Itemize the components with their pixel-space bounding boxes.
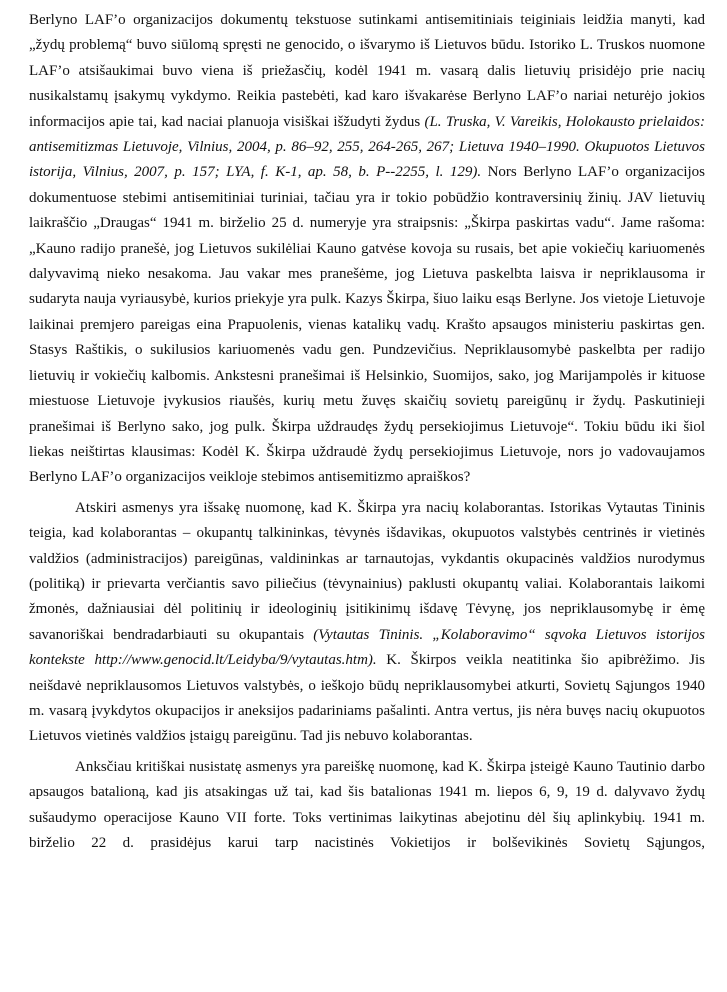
paragraph-text: Anksčiau kritiškai nusistatę asmenys yra pareiškę nuomonę, kad K. Škirpa įsteigė Kauno Tautinio darbo apsaugos batalioną, kad jis atsakingas už tai, kad šis batalionas 1941 m. liepos 6, 9, 19 d. dalyvavo žydų sušaudymo operacijose Kauno VII forte. Toks vertinimas laikytinas abejotinu dėl šių aplinkybių. 1941 m. birželio 22 d. prasidėjus karui tarp nacistinės Vokietijos ir bolševikinės Sovietų Sąjungos,	[29, 758, 705, 851]
citation: (Vytautas Tininis. „Kolaboravimo“ sąvoka Lietuvos istorijos kontekste http://www.genocid.lt/Leidyba/9/vytautas.htm).	[29, 626, 705, 669]
paragraph-battalion	[29, 755, 705, 857]
paragraph-collaborant-definition	[29, 496, 705, 750]
paragraph-text: Atskiri asmenys yra išsakę nuomonę, kad K. Škirpa yra nacių kolaborantas. Istorikas Vytautas Tininis teigia, kad kolaborantas – okupantų talkininkas, tėvynės išdavikas, okupuotos valstybės centrinės ir vietinės valdžios (administracijos) pareigūnas, valdininkas ar tarnautojas, vykdantis okupacinės valdžios nurodymus (politiką) ir prievarta verčiantis savo piliečius (tėvynainius) paklusti okupantų valiai. Kolaborantais laikomi žmonės, dažniausiai dėl politinių ir ideologinių įsitikinimų išdavę Tėvynę, jos nepriklausomybę ir ėmę savanoriškai bendradarbiauti su okupantais	[29, 499, 705, 643]
paragraph-text: Nors Berlyno LAF’o organizacijos dokumentuose stebimi antisemitiniai turiniai, tačiau yra ir tokio pobūdžio kontraversinių žinių. JAV lietuvių laikraščio „Draugas“ 1941 m. birželio 25 d. numeryje yra straipsnis: „Škirpa paskirtas vadu“. Jame rašoma: „Kauno radijo pranešė, jog Lietuvos sukilėliai Kauno gatvėse kovoja su rusais, bet apie vokiečių kariuomenės dalyvavimą nieko nesakoma. Jau vakar mes pranešėme, jog Lietuva paskelbta laisva ir nepriklausoma ir sudaryta nauja vyriausybė, kurios priekyje yra pulk. Kazys Škirpa, šiuo laiku esąs Berlyne. Jos vietoje Lietuvoje laikinai premjero pareigas eina Prapuolenis, vienas katalikų vadų. Krašto apsaugos ministeriu paskirtas gen. Stasys Raštikis, o sukilusios kariuomenės vadu gen. Pundzevičius. Nepriklausomybė paskelbta per radijo lietuvių ir vokiečių kalbomis. Ankstesni pranešimai iš Helsinkio, Suomijos, sako, jog Marijampolės ir kituose miestuose Lietuvoje įvykusios riaušės, kurių metu žuvęs skaičių sovietų pareigūnų ir žydų. Paskutinieji pranešimai iš Berlyno sako, jog pulk. Škirpa uždraudęs žydų persekiojimus Lietuvoje“. Tokiu būdu iki šiol liekas neištirtas klausimas: Kodėl K. Škirpa uždraudė žydų persekiojimus Lietuvoje, nors jo vadovaujamos Berlyno LAF’o organizacijos veikloje stebimos antisemitizmo apraiškos?	[29, 164, 705, 486]
paragraph-laf-antisemitism	[29, 8, 705, 491]
paragraph-text: K. Škirpos veikla neatitinka šio apibrėžimo. Jis neišdavė nepriklausomos Lietuvos valstybės, o ieškojo būdų nepriklausomybei atkurti, Sovietų Sąjungos 1940 m. vasarą įvykdytos okupacijos ir aneksijos padariniams pašalinti. Antra vertus, jis nėra buvęs nacių okupuotos Lietuvos vietinės valdžios įstaigų pareigūnu. Tad jis nebuvo kolaborantas.	[29, 652, 705, 745]
citation: (L. Truska, V. Vareikis, Holokausto prielaidos: antisemitizmas Lietuvoje, Vilnius, 2004, p. 86–92, 255, 264-265, 267; Lietuva 1940–1990. Okupuotos Lietuvos istorija, Vilnius, 2007, p. 157; LYA, f. K-1, ap. 58, b. P--2255, l. 129).	[29, 113, 705, 181]
paragraph-text: Berlyno LAF’o organizacijos dokumentų tekstuose sutinkami antisemitiniais teiginiais leidžia manyti, kad „žydų problemą“ buvo siūlomą spręsti ne genocido, o išvarymo iš Lietuvos būdu. Istoriko L. Truskos nuomone LAF’o atsišaukimai buvo viena iš priežasčių, kodėl 1941 m. vasarą dalis lietuvių prisidėjo prie nacių nusikalstamų įsakymų vykdymo. Reikia pastebėti, kad karo išvakarėse Berlyno LAF’o nariai neturėjo jokios informacijos apie tai, kad naciai planuoja visiškai išžudyti žydus	[29, 12, 705, 130]
